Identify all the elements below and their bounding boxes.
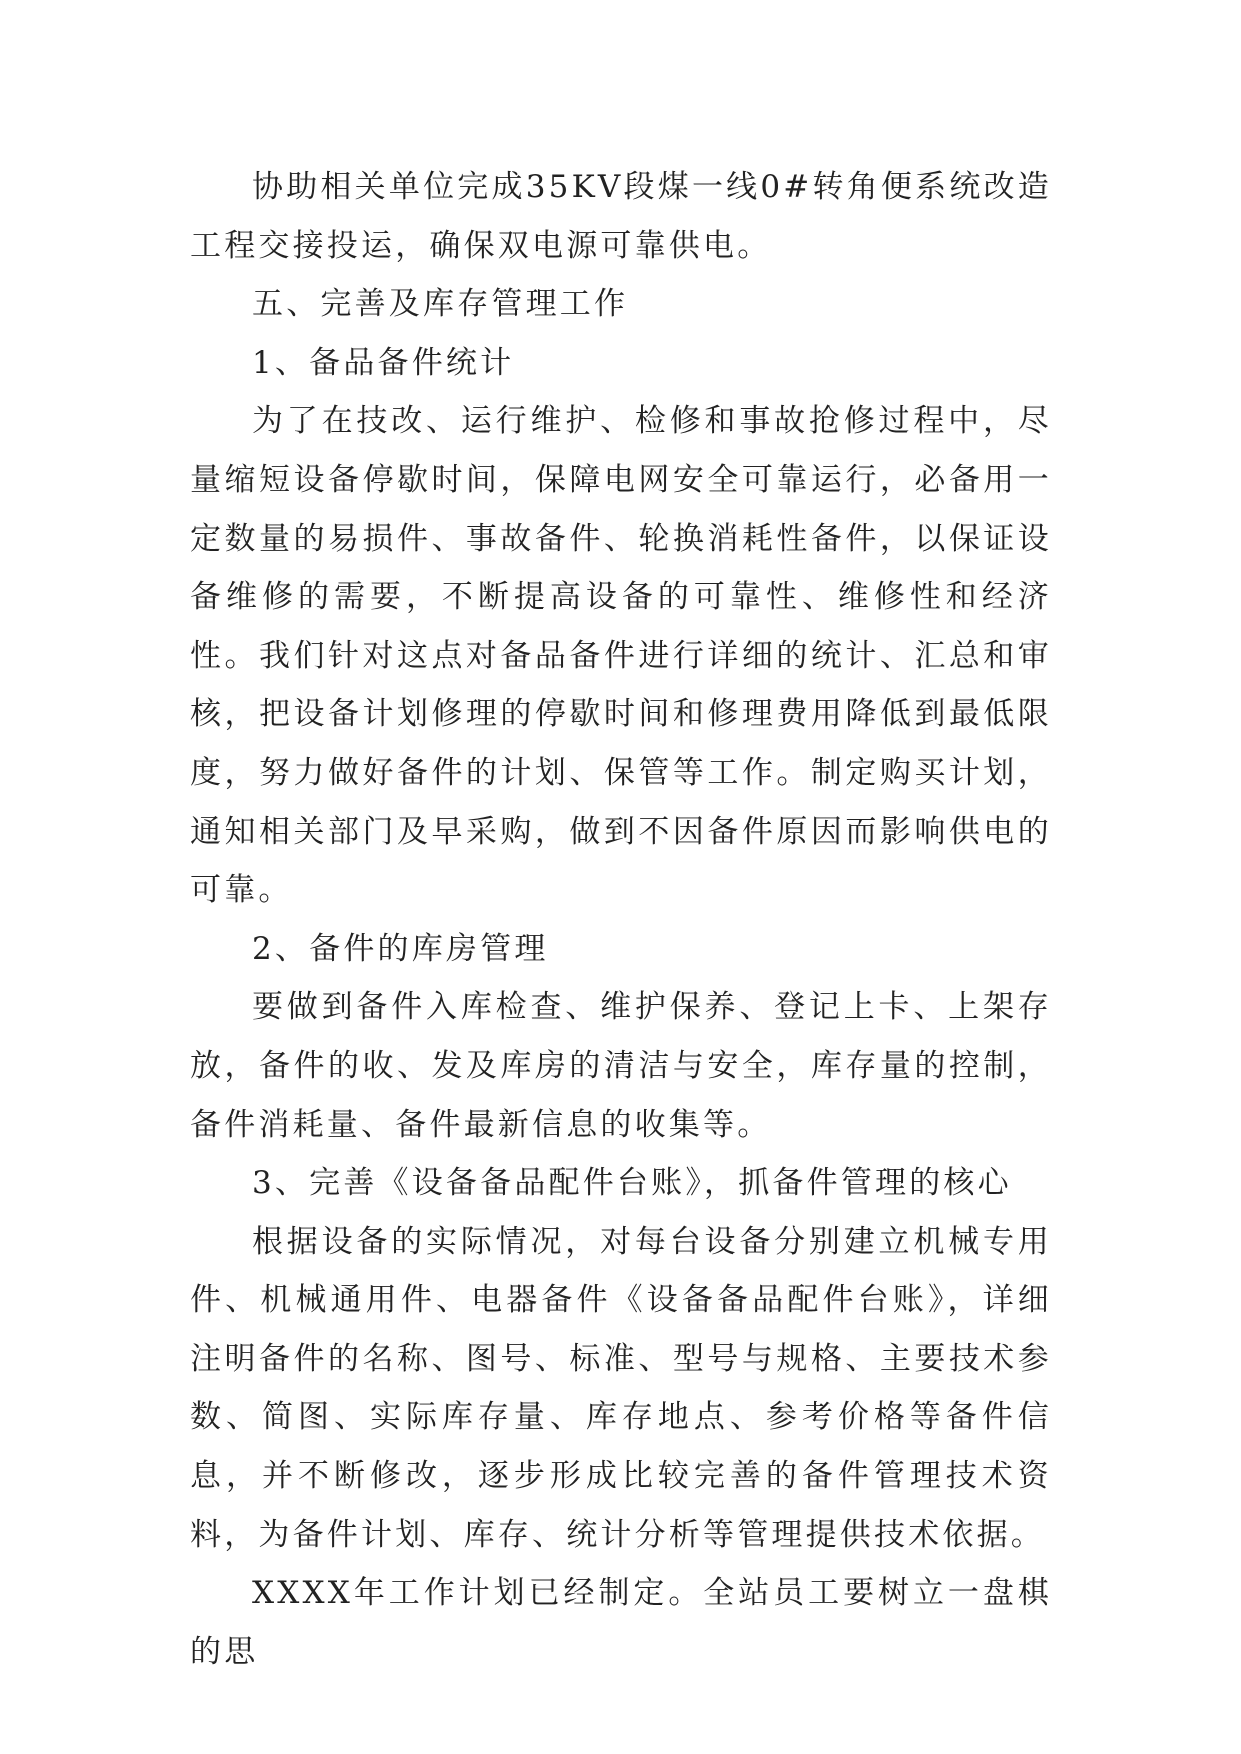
paragraph-project-handover: 协助相关单位完成35KV段煤一线0#转角便系统改造工程交接投运，确保双电源可靠供电。 [190, 169, 1052, 264]
section-heading-inventory: 五、完善及库存管理工作 [252, 286, 629, 323]
paragraph-work-plan: XXXX年工作计划已经制定。全站员工要树立一盘棋的思 [190, 1575, 1052, 1670]
paragraph-warehouse-management: 要做到备件入库检查、维护保养、登记上卡、上架存放，备件的收、发及库房的清洁与安全，库存量的控制，备件消耗量、备件最新信息的收集等。 [190, 989, 1052, 1143]
document-page [190, 158, 1052, 1681]
subheading-ledger: 3、完善《设备备品配件台账》，抓备件管理的核心 [252, 1165, 1012, 1202]
subheading-spare-parts-statistics: 1、备品备件统计 [252, 344, 515, 381]
subheading-warehouse-management: 2、备件的库房管理 [252, 930, 549, 967]
paragraph-ledger: 根据设备的实际情况，对每台设备分别建立机械专用件、机械通用件、电器备件《设备备品配件台账》，详细注明备件的名称、图号、标准、型号与规格、主要技术参数、简图、实际库存量、库存地点、参考价格等备件信息，并不断修改，逐步形成比较完善的备件管理技术资料，为备件计划、库存、统计分析等管理提供技术依据。 [190, 1223, 1052, 1553]
paragraph-spare-parts-statistics: 为了在技改、运行维护、检修和事故抢修过程中，尽量缩短设备停歇时间，保障电网安全可靠运行，必备用一定数量的易损件、事故备件、轮换消耗性备件，以保证设备维修的需要，不断提高设备的可靠性、维修性和经济性。我们针对这点对备品备件进行详细的统计、汇总和审核，把设备计划修理的停歇时间和修理费用降低到最低限度，努力做好备件的计划、保管等工作。制定购买计划，通知相关部门及早采购，做到不因备件原因而影响供电的可靠。 [190, 403, 1052, 909]
